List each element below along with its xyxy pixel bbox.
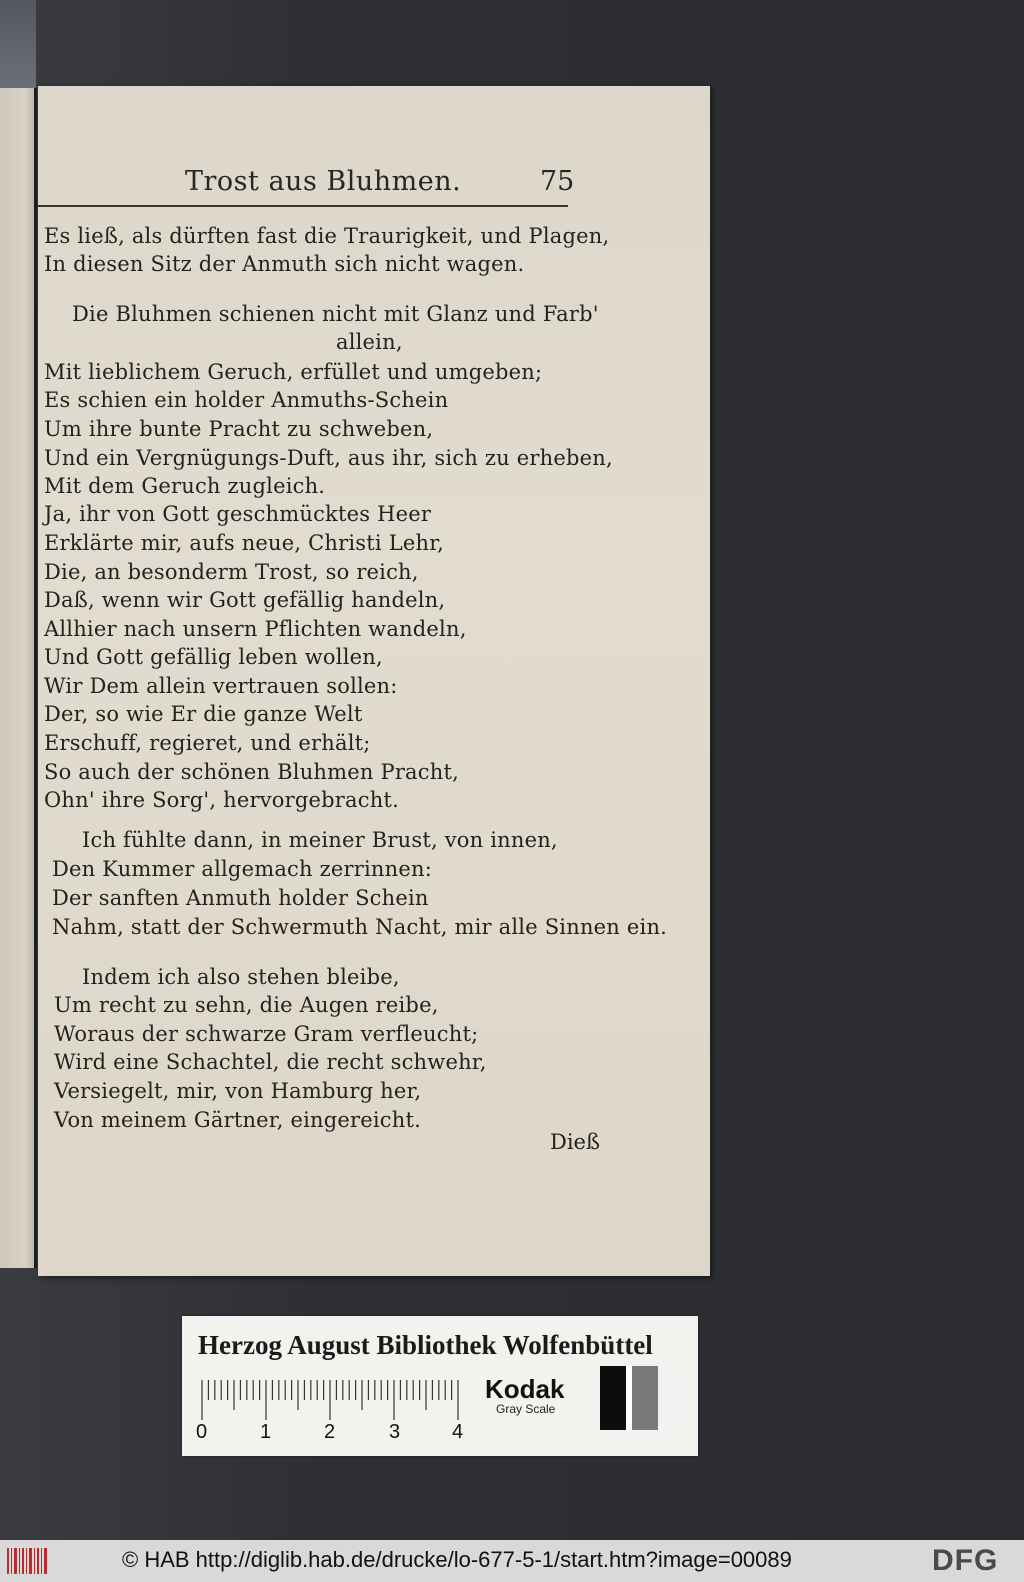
- text-line: Ich fühlte dann, in meiner Brust, von innen,: [82, 828, 558, 852]
- text-line: Und Gott gefällig leben wollen,: [44, 645, 383, 669]
- text-line: Indem ich also stehen bleibe,: [82, 965, 400, 989]
- barcode-bar: [44, 1548, 47, 1574]
- gray-scale-label: Gray Scale: [496, 1402, 556, 1416]
- running-head: [185, 166, 605, 206]
- ruler-digit: 0: [196, 1421, 208, 1443]
- running-title: Trost aus Bluhmen.: [185, 166, 462, 197]
- barcode-bar: [34, 1548, 35, 1574]
- text-line: In diesen Sitz der Anmuth sich nicht wagen.: [44, 252, 525, 276]
- text-line: Es ließ, als dürften fast die Traurigkeit, und Plagen,: [44, 224, 610, 248]
- ruler-digit: 3: [389, 1421, 401, 1443]
- text-line: Nahm, statt der Schwermuth Nacht, mir alle Sinnen ein.: [52, 915, 668, 939]
- text-line: Es schien ein holder Anmuths-Schein: [44, 388, 449, 412]
- text-line: allein,: [336, 330, 403, 354]
- kodak-logo: Kodak: [485, 1374, 565, 1404]
- library-name: Herzog August Bibliothek Wolfenbüttel: [198, 1330, 653, 1360]
- text-line: Daß, wenn wir Gott gefällig handeln,: [44, 588, 446, 612]
- scanner-edge: [0, 0, 36, 88]
- barcode-icon: [6, 1548, 48, 1574]
- source-url: © HAB http://diglib.hab.de/drucke/lo-677-5-1/start.htm?image=00089: [122, 1547, 792, 1572]
- text-line: Wird eine Schachtel, die recht schwehr,: [54, 1050, 487, 1074]
- barcode-bar: [26, 1548, 27, 1574]
- gray-patch: [658, 1366, 680, 1430]
- text-line: Wir Dem allein vertrauen sollen:: [44, 674, 398, 698]
- gray-patch: [600, 1366, 626, 1430]
- text-line: Der, so wie Er die ganze Welt: [44, 702, 363, 726]
- gray-scale-patches: [600, 1366, 680, 1430]
- text-line: Erklärte mir, aufs neue, Christi Lehr,: [44, 531, 445, 555]
- barcode-bar: [22, 1548, 24, 1574]
- text-line: Um ihre bunte Pracht zu schweben,: [44, 417, 434, 441]
- text-line: So auch der schönen Bluhmen Pracht,: [44, 760, 459, 784]
- barcode-bar: [19, 1548, 20, 1574]
- text-line: Allhier nach unsern Pflichten wandeln,: [44, 617, 467, 641]
- text-line: Die, an besonderm Trost, so reich,: [44, 560, 419, 584]
- text-line: Um recht zu sehn, die Augen reibe,: [54, 993, 439, 1017]
- barcode-bar: [37, 1548, 39, 1574]
- previous-page-edge: [0, 88, 36, 1268]
- barcode-bar: [29, 1548, 32, 1574]
- ruler-scale: [200, 1378, 462, 1422]
- gutter: [34, 88, 37, 1268]
- footer-bar: [0, 1540, 1024, 1582]
- text-line: Die Bluhmen schienen nicht mit Glanz und Farb': [72, 302, 599, 326]
- head-rule: [38, 205, 568, 207]
- ruler-digit: 4: [452, 1421, 464, 1443]
- text-line: Versiegelt, mir, von Hamburg her,: [54, 1079, 422, 1103]
- barcode-bar: [7, 1548, 9, 1574]
- catchword: Dieß: [550, 1130, 601, 1154]
- gray-patch: [632, 1366, 658, 1430]
- page-number: 75: [540, 166, 575, 197]
- dfg-logo: DFG: [932, 1544, 999, 1577]
- text-line: Mit lieblichem Geruch, erfüllet und umgeben;: [44, 360, 543, 384]
- text-line: Woraus der schwarze Gram verfleucht;: [54, 1022, 479, 1046]
- ruler-digit: 1: [260, 1421, 272, 1443]
- barcode-bar: [11, 1548, 12, 1574]
- text-line: Den Kummer allgemach zerrinnen:: [52, 857, 432, 881]
- text-line: Der sanften Anmuth holder Schein: [52, 886, 429, 910]
- barcode-bar: [41, 1548, 42, 1574]
- ruler-digit: 2: [324, 1421, 336, 1443]
- text-line: Erschuff, regieret, und erhält;: [44, 731, 371, 755]
- text-line: Mit dem Geruch zugleich.: [44, 474, 326, 498]
- text-line: Von meinem Gärtner, eingereicht.: [54, 1108, 422, 1132]
- text-line: Und ein Vergnügungs-Duft, aus ihr, sich zu erheben,: [44, 446, 613, 470]
- color-target-card: [182, 1316, 698, 1456]
- text-line: Ohn' ihre Sorg', hervorgebracht.: [44, 788, 399, 812]
- text-line: Ja, ihr von Gott geschmücktes Heer: [44, 502, 432, 526]
- barcode-bar: [14, 1548, 17, 1574]
